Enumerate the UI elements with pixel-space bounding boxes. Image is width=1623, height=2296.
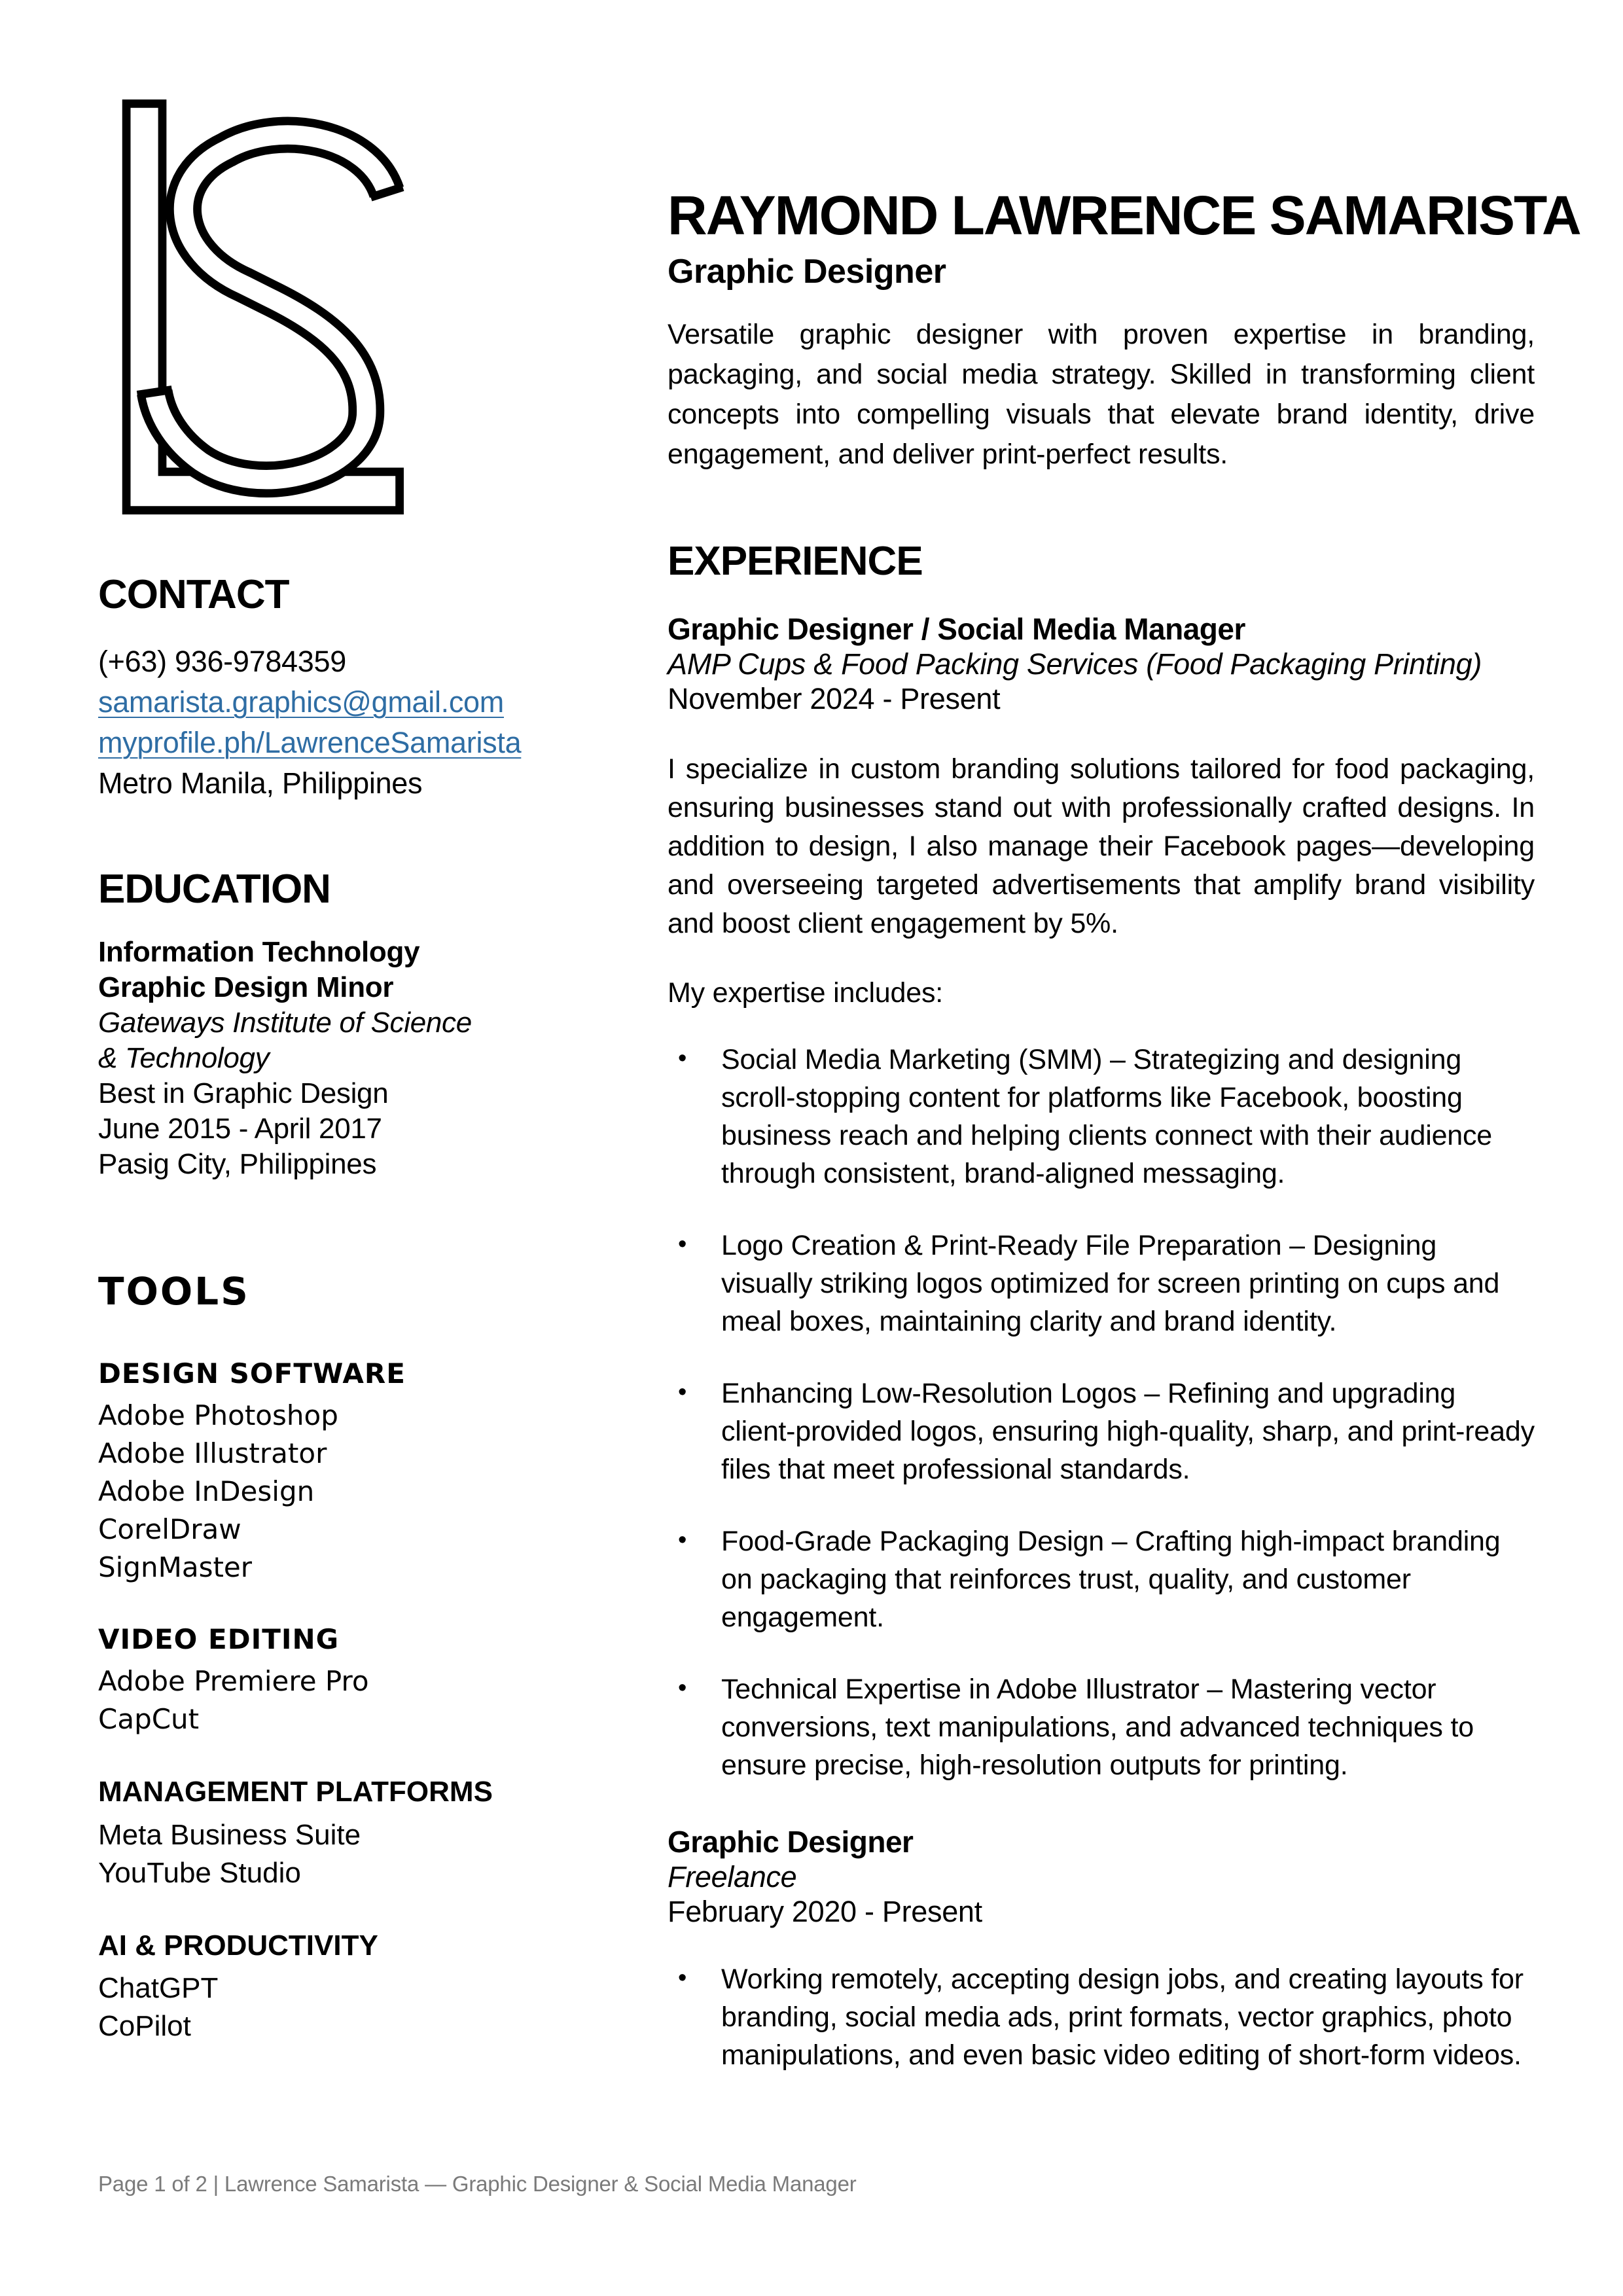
job-title: Graphic Designer [668, 1825, 914, 1859]
job-bullet-list [668, 1041, 1535, 1784]
tool-item: CorelDraw [98, 1513, 241, 1546]
tool-group-label: AI & PRODUCTIVITY [98, 1929, 378, 1962]
tool-item: CapCut [98, 1703, 200, 1736]
tool-group-label: MANAGEMENT PLATFORMS [98, 1776, 493, 1808]
education-degree: Information Technology [98, 936, 420, 968]
tools-heading: TOOLS [98, 1269, 250, 1314]
education-school-line2: & Technology [98, 1042, 270, 1074]
logo-letter-s [137, 135, 403, 480]
tool-item: Adobe Photoshop [98, 1399, 338, 1432]
tool-item: Adobe Illustrator [98, 1437, 327, 1470]
tool-group-ai-productivity [98, 1930, 543, 2045]
tool-item: SignMaster [98, 1551, 253, 1584]
job-description: I specialize in custom branding solutions tailored for food packaging, ensuring businesses stand out with professionally crafted designs. In addition to design, I also manage their Facebook pages—developing and overseeing targeted advertisements that amplify brand visibility and boost client engagement by 5%. [668, 753, 1535, 940]
tool-item: ChatGPT [98, 1972, 219, 2005]
job-bullet: • Social Media Marketing (SMM) – Strategizing and designing scroll-stopping content for platforms like Facebook, boosting business reach and helping clients connect with their audience through consistent, brand-aligned messaging. [668, 1041, 1535, 1193]
job-company: AMP Cups & Food Packing Services (Food Packaging Printing) [668, 647, 1482, 681]
tools-list [98, 1359, 543, 2045]
sidebar [98, 92, 543, 2083]
job-bullet: • Working remotely, accepting design jobs, and creating layouts for branding, social media ads, print formats, vector graphics, photo manipulations, and even basic video editing of short-form videos. [668, 1960, 1535, 2074]
experience-heading: EXPERIENCE [668, 539, 923, 584]
job-bullet: • Enhancing Low-Resolution Logos – Refining and upgrading client-provided logos, ensuring high-quality, sharp, and print-ready files that meet professional standards. [668, 1374, 1535, 1488]
contact-phone: (+63) 936-9784359 [98, 645, 346, 678]
ls-monogram-logo [98, 92, 419, 524]
job-bullet: • Food-Grade Packaging Design – Crafting high-impact branding on packaging that reinforces trust, quality, and customer engagement. [668, 1522, 1535, 1636]
job-dates: November 2024 - Present [668, 682, 1001, 716]
main-content [668, 185, 1580, 2108]
tool-group-design-software [98, 1359, 543, 1587]
tool-group-video-editing [98, 1624, 543, 1738]
page-footer: Page 1 of 2 | Lawrence Samarista — Graphic Designer & Social Media Manager [98, 2172, 857, 2196]
job-company: Freelance [668, 1860, 797, 1894]
contact-location: Metro Manila, Philippines [98, 766, 423, 800]
job-title: Graphic Designer / Social Media Manager [668, 612, 1245, 647]
job-bullet: • Technical Expertise in Adobe Illustrator – Mastering vector conversions, text manipulations, and advanced techniques to ensure precise, high-resolution outputs for printing. [668, 1670, 1535, 1784]
tool-group-label: DESIGN SOFTWARE [98, 1357, 406, 1390]
profile-summary: Versatile graphic designer with proven expertise in branding, packaging, and social media strategy. Skilled in transforming client concepts into compelling visuals that elevate brand identity, drive engagement, and deliver print-perfect results. [668, 319, 1535, 471]
tool-item: Adobe Premiere Pro [98, 1665, 369, 1698]
education-minor: Graphic Design Minor [98, 971, 394, 1003]
tool-item: CoPilot [98, 2010, 191, 2043]
education-school-line1: Gateways Institute of Science [98, 1007, 472, 1039]
contact-website-link[interactable]: myprofile.ph/LawrenceSamarista [98, 726, 522, 759]
contact-email-link[interactable]: samarista.graphics@gmail.com [98, 685, 504, 719]
education-award: Best in Graphic Design [98, 1077, 389, 1109]
person-name: RAYMOND LAWRENCE SAMARISTA [668, 185, 1580, 246]
tool-item: Adobe InDesign [98, 1475, 315, 1508]
education-heading: EDUCATION [98, 867, 330, 912]
education-dates: June 2015 - April 2017 [98, 1113, 382, 1145]
contact-heading: CONTACT [98, 572, 289, 617]
job-bullets-intro: My expertise includes: [668, 977, 944, 1009]
tool-group-management-platforms [98, 1776, 543, 1892]
person-title: Graphic Designer [668, 253, 946, 291]
education-entry [98, 935, 543, 1182]
job-bullet: • Logo Creation & Print-Ready File Preparation – Designing visually striking logos optimized for screen printing on cups and meal boxes, maintaining clarity and brand identity. [668, 1227, 1535, 1340]
contact-list [98, 641, 543, 804]
tool-group-label: VIDEO EDITING [98, 1623, 340, 1656]
tool-item: YouTube Studio [98, 1856, 301, 1889]
job-bullet-list [668, 1960, 1535, 2074]
education-location: Pasig City, Philippines [98, 1148, 377, 1180]
job-dates: February 2020 - Present [668, 1895, 982, 1929]
experience-job-2 [668, 1825, 1535, 2074]
tool-item: Meta Business Suite [98, 1818, 361, 1851]
experience-job-1 [668, 612, 1535, 1784]
